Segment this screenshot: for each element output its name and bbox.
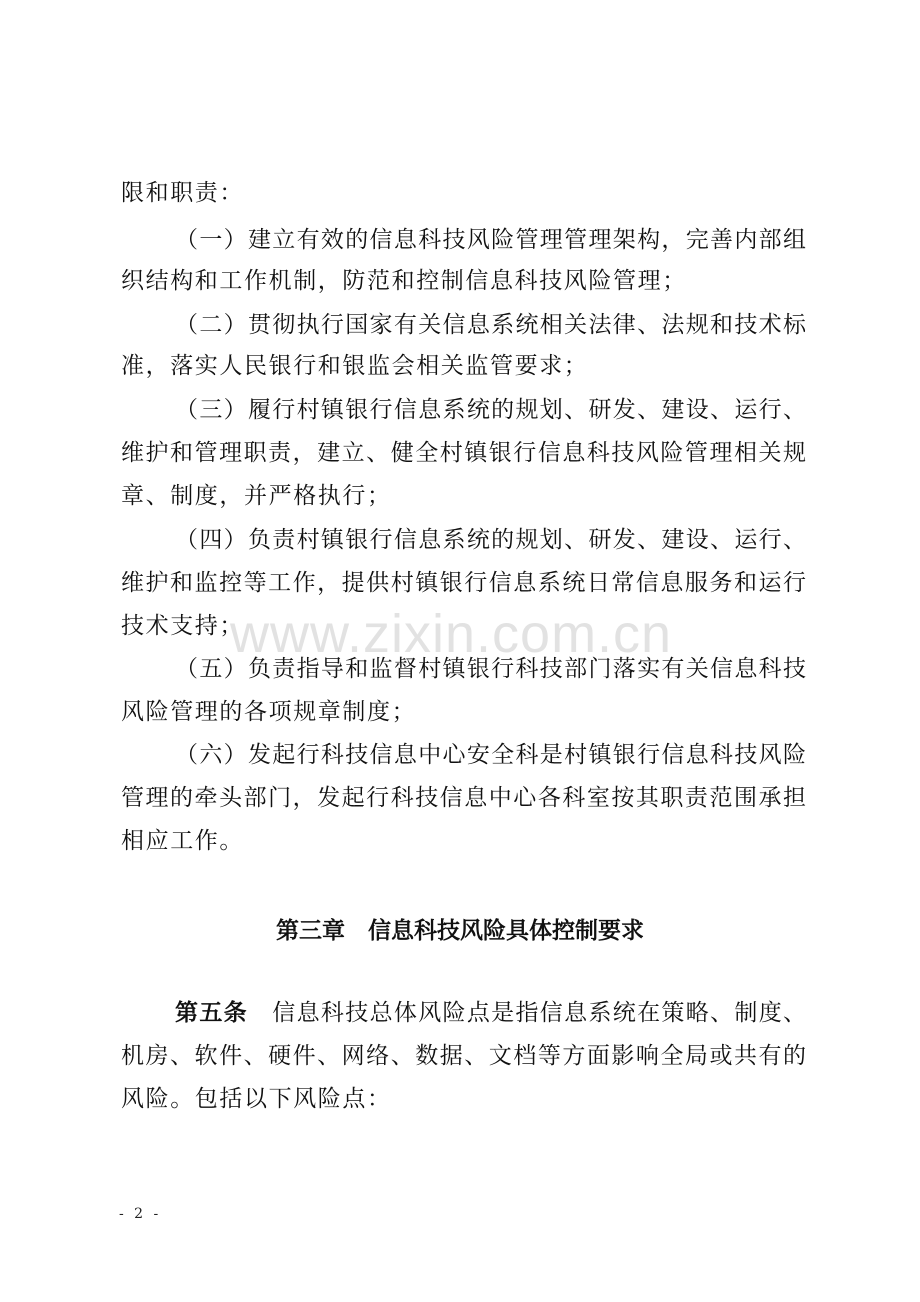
chapter-heading: 第三章 信息科技风险具体控制要求	[276, 918, 644, 944]
article-first-line	[175, 998, 806, 1028]
text-line: （四）负责村镇银行信息系统的规划、研发、建设、运行、	[175, 527, 806, 553]
text-line: 风险管理的各项规章制度；	[121, 699, 417, 725]
text-line: 维护和管理职责，建立、健全村镇银行信息科技风险管理相关规	[121, 440, 806, 466]
article-label: 第五条	[175, 1000, 248, 1026]
text-line: 相应工作。	[121, 828, 244, 854]
text-line: 限和职责：	[121, 180, 244, 206]
text-line: （一）建立有效的信息科技风险管理管理架构，完善内部组	[175, 227, 806, 253]
text-line: 织结构和工作机制，防范和控制信息科技风险管理；	[121, 268, 687, 294]
text-line: 机房、软件、硬件、网络、数据、文档等方面影响全局或共有的	[121, 1043, 806, 1069]
text-line: 管理的牵头部门，发起行科技信息中心各科室按其职责范围承担	[121, 785, 806, 811]
text-line: （三）履行村镇银行信息系统的规划、研发、建设、运行、	[175, 397, 806, 423]
text-line: 维护和监控等工作，提供村镇银行信息系统日常信息服务和运行	[121, 570, 806, 596]
text-line: （五）负责指导和监督村镇银行科技部门落实有关信息科技	[175, 656, 806, 682]
page-number: - 2 -	[119, 1206, 162, 1222]
text-line: 准，落实人民银行和银监会相关监管要求；	[121, 353, 589, 379]
article-text: 信息科技总体风险点是指信息系统在策略、制度、	[247, 1000, 807, 1026]
text-line: （六）发起行科技信息中心安全科是村镇银行信息科技风险	[175, 742, 806, 768]
text-line: 章、制度，并严格执行；	[121, 483, 392, 509]
text-line: （二）贯彻执行国家有关信息系统相关法律、法规和技术标	[175, 312, 806, 338]
text-line: 风险。包括以下风险点：	[121, 1086, 392, 1112]
watermark: www.zixin.com.cn	[230, 604, 673, 664]
text-line: 技术支持；	[121, 613, 244, 639]
